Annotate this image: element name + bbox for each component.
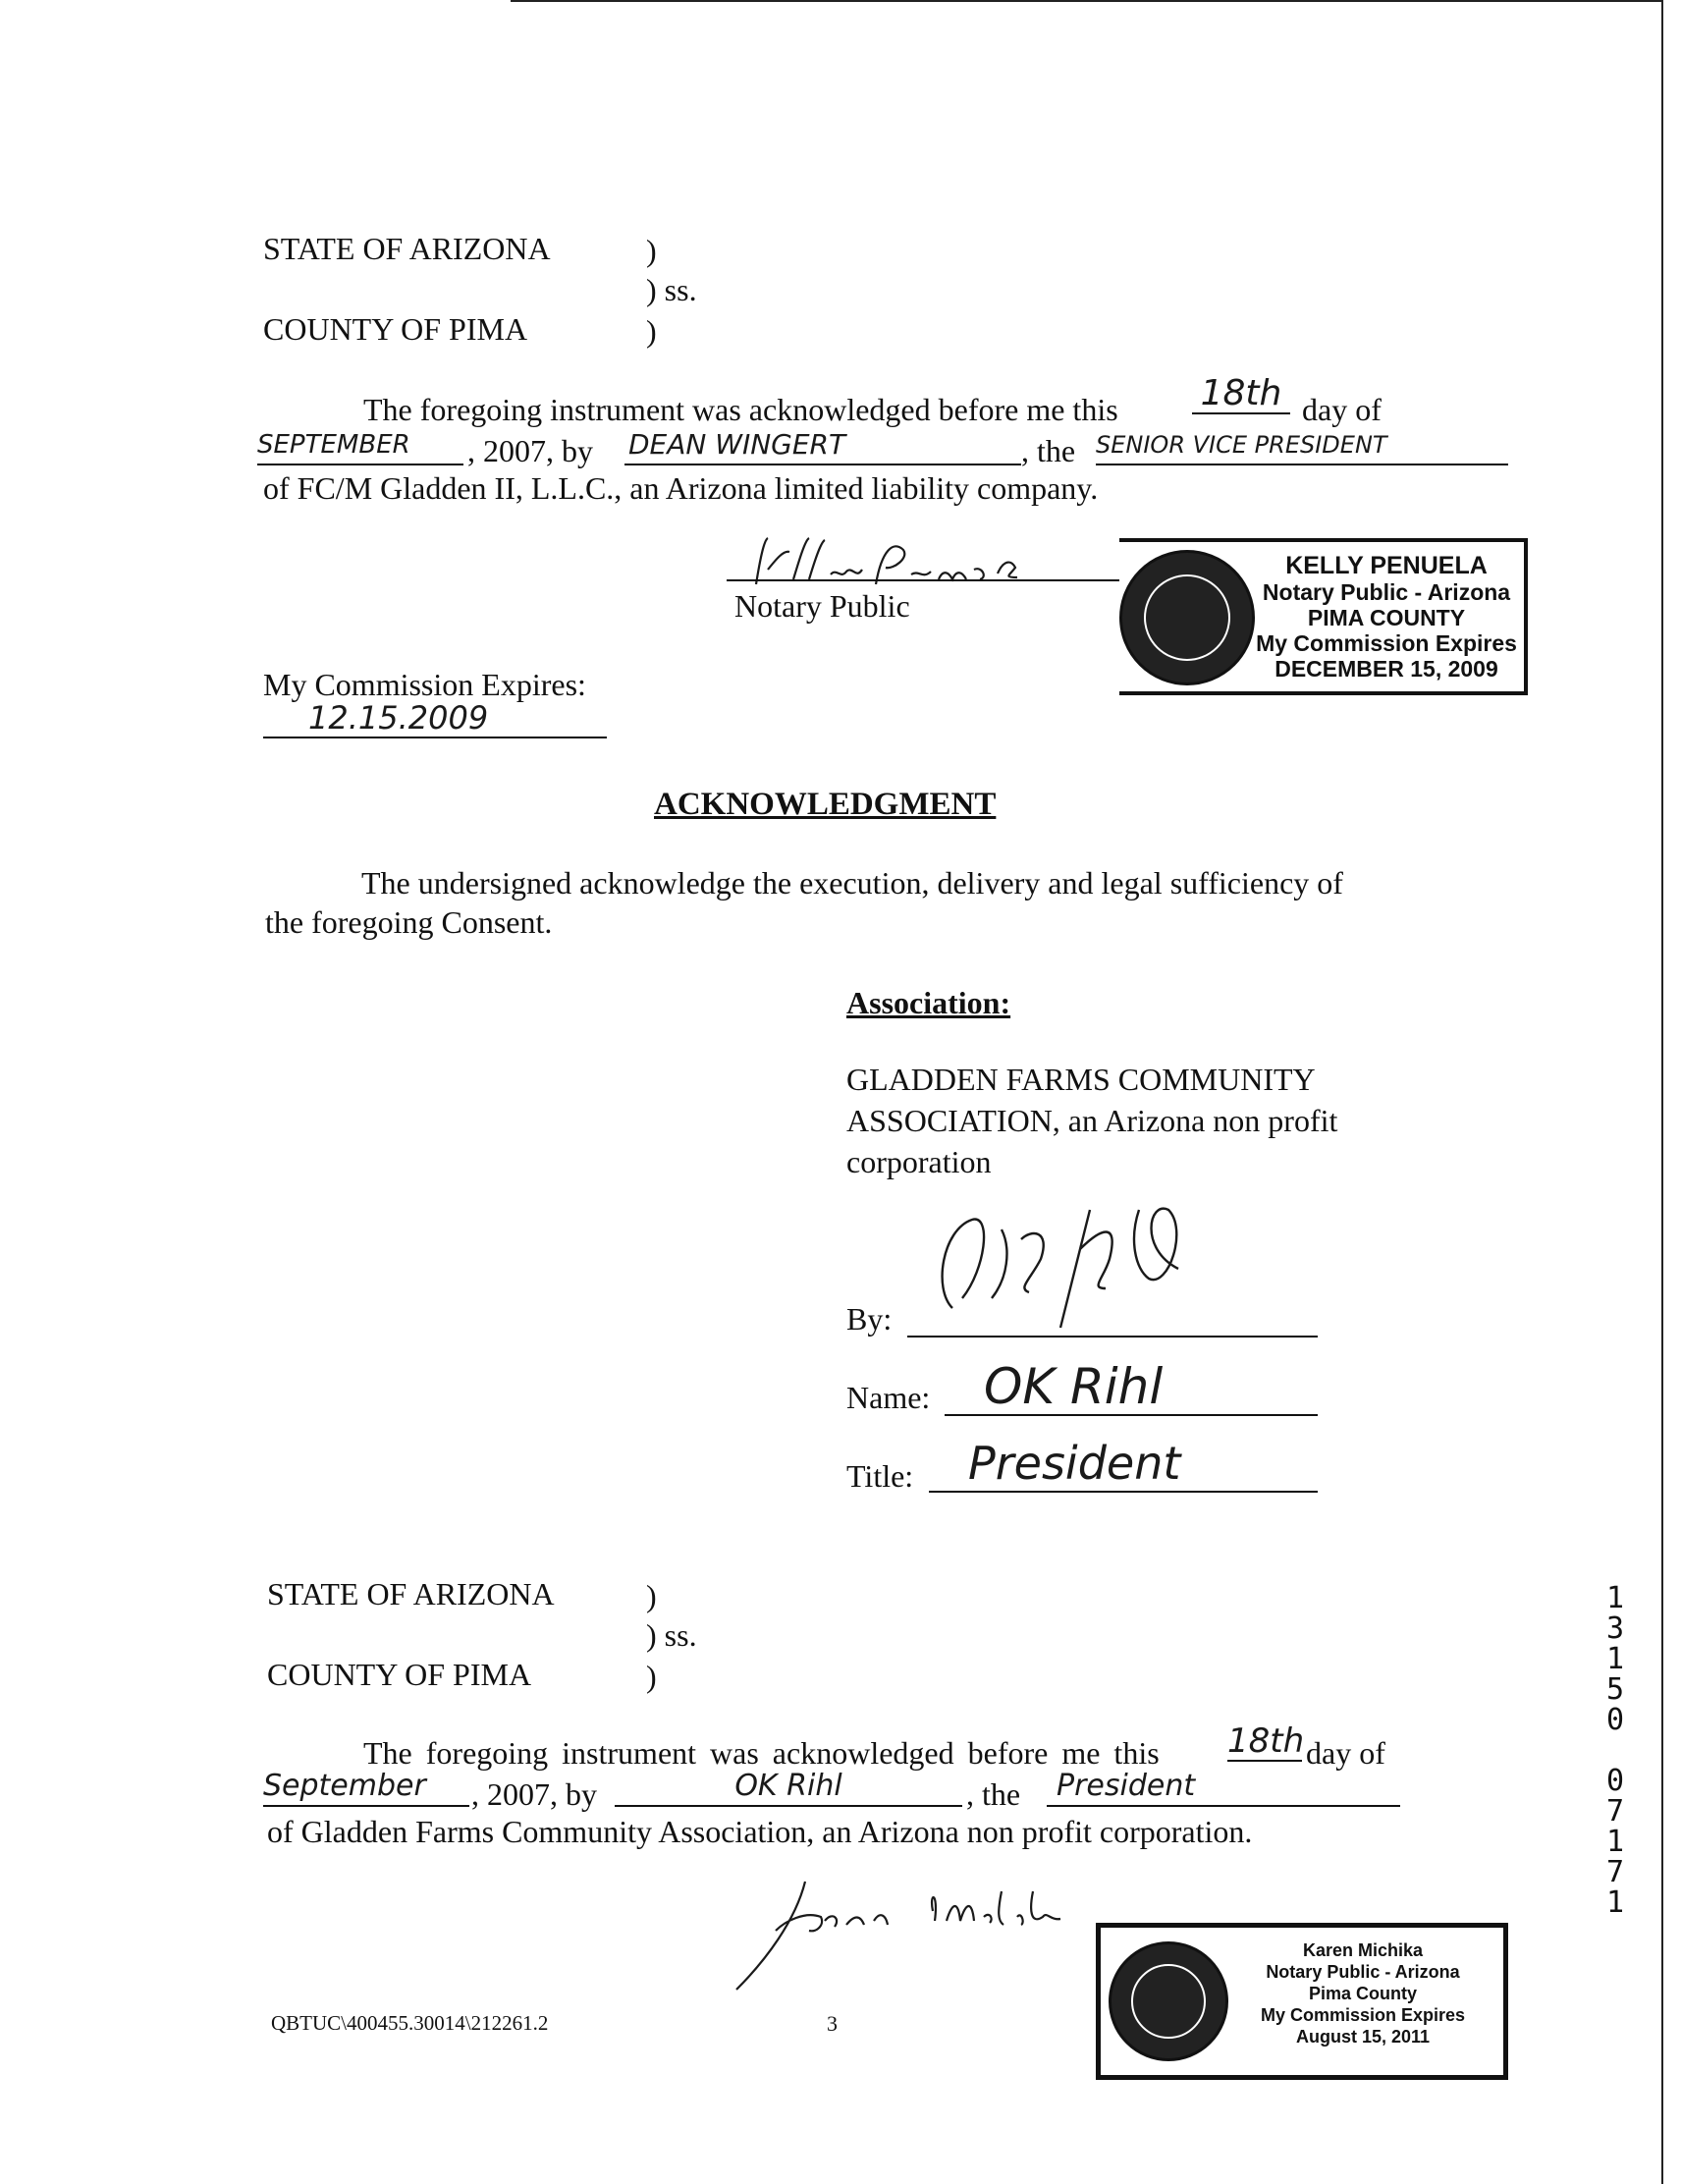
stamp2-line3: Pima County: [1308, 1984, 1417, 2003]
recording-gap: [1600, 1735, 1630, 1766]
footer-page-number: 3: [827, 2011, 838, 2036]
acknowledgment-heading: ACKNOWLEDGMENT: [654, 787, 997, 822]
ack1-title-field: SENIOR VICE PRESIDENT: [1096, 426, 1508, 465]
venue-state-2: STATE OF ARIZONA: [267, 1576, 555, 1611]
recording-digit: 1: [1605, 1885, 1625, 1920]
recording-digit: 3: [1605, 1611, 1625, 1646]
ack2-day-field: 18th: [1227, 1721, 1305, 1761]
notary1-signature-line: [727, 579, 1129, 581]
recording-digit: 0: [1605, 1764, 1625, 1798]
acknowledgment-body-line1: The undersigned acknowledge the execution, delivery and legal sufficiency of: [361, 865, 1343, 901]
stamp2-line2: Notary Public - Arizona: [1266, 1962, 1460, 1982]
ack1-month-field: SEPTEMBER: [257, 426, 463, 465]
title-label: Title:: [846, 1458, 914, 1494]
recording-digit: 5: [1605, 1672, 1625, 1707]
stamp1-name: KELLY PENUELA: [1285, 552, 1488, 579]
association-name-line3: corporation: [846, 1144, 992, 1179]
notary1-label: Notary Public: [734, 588, 910, 624]
by-signature-line[interactable]: [907, 1336, 1318, 1338]
recording-digit: 1: [1605, 1825, 1625, 1859]
venue-paren-2b: ): [646, 1659, 657, 1694]
ack2-day-of: day of: [1306, 1735, 1385, 1771]
ack1-the: , the: [1021, 433, 1076, 468]
notary1-stamp: [1119, 538, 1528, 695]
scan-edge-top: [511, 0, 1661, 2]
stamp2-line4: My Commission Expires: [1260, 2005, 1466, 2025]
stamp1-line2: Notary Public - Arizona: [1262, 579, 1511, 605]
notary1-seal-icon: [1119, 550, 1255, 685]
venue-paren-1b: ): [646, 313, 657, 349]
ack1-line3: of FC/M Gladden II, L.L.C., an Arizona limited liability company.: [263, 470, 1099, 506]
stamp1-line4: My Commission Expires: [1256, 630, 1517, 656]
ack2-line1-text: The foregoing instrument was acknowledged before me this: [363, 1735, 1160, 1771]
name-label: Name:: [846, 1380, 931, 1415]
by-label: By:: [846, 1301, 893, 1337]
ack1-name-field: DEAN WINGERT: [624, 426, 1021, 465]
recording-digit: 0: [1605, 1703, 1625, 1737]
stamp2-line5: August 15, 2011: [1295, 2027, 1431, 2047]
notary2-stamp: [1096, 1923, 1508, 2080]
recording-digit: 1: [1605, 1642, 1625, 1676]
ack2-month-field: September: [263, 1768, 469, 1807]
stamp2-name: Karen Michika: [1302, 1940, 1424, 1960]
association-signature: [913, 1190, 1237, 1338]
recording-number: [1600, 1583, 1630, 1918]
venue-paren-2a: ): [646, 1578, 657, 1613]
footer-doc-id: QBTUC\400455.30014\212261.2: [271, 2011, 549, 2035]
association-title-field: President: [929, 1436, 1318, 1493]
scan-edge-right: [1661, 0, 1663, 2184]
association-label: Association:: [846, 985, 1011, 1020]
recording-digit: 1: [1605, 1581, 1625, 1615]
venue-county-2: COUNTY OF PIMA: [267, 1657, 532, 1692]
association-name-field: OK Rihl: [945, 1359, 1318, 1416]
venue-state-1: STATE OF ARIZONA: [263, 231, 551, 266]
recording-digit: 7: [1605, 1794, 1625, 1829]
ack2-name-field: OK Rihl: [615, 1768, 962, 1807]
ack1-line1-text: The foregoing instrument was acknowledged before me this: [363, 392, 1118, 427]
ack2-year-by: , 2007, by: [471, 1776, 597, 1812]
association-name-line1: GLADDEN FARMS COMMUNITY: [846, 1062, 1316, 1097]
ack2-title-field: President: [1047, 1768, 1400, 1807]
stamp1-line3: PIMA COUNTY: [1307, 605, 1466, 630]
venue-county-1: COUNTY OF PIMA: [263, 311, 528, 347]
venue-ss-2: ) ss.: [646, 1617, 697, 1653]
stamp1-line5: DECEMBER 15, 2009: [1274, 656, 1498, 682]
venue-paren-1a: ): [646, 233, 657, 268]
association-name-line2: ASSOCIATION, an Arizona non profit: [846, 1103, 1338, 1138]
ack1-day-field: 18th: [1192, 375, 1290, 414]
ack1-year-by: , 2007, by: [467, 433, 593, 468]
ack1-day-of: day of: [1302, 392, 1382, 427]
acknowledgment-body-line2: the foregoing Consent.: [265, 904, 553, 940]
ack2-the: , the: [966, 1776, 1021, 1812]
commission-date-field: 12.15.2009: [263, 699, 607, 738]
recording-digit: 7: [1605, 1855, 1625, 1889]
notary2-seal-icon: [1109, 1941, 1228, 2061]
ack2-line3: of Gladden Farms Community Association, an Arizona non profit corporation.: [267, 1814, 1253, 1849]
venue-ss-1: ) ss.: [646, 272, 697, 307]
commission-label: My Commission Expires:: [263, 667, 586, 702]
